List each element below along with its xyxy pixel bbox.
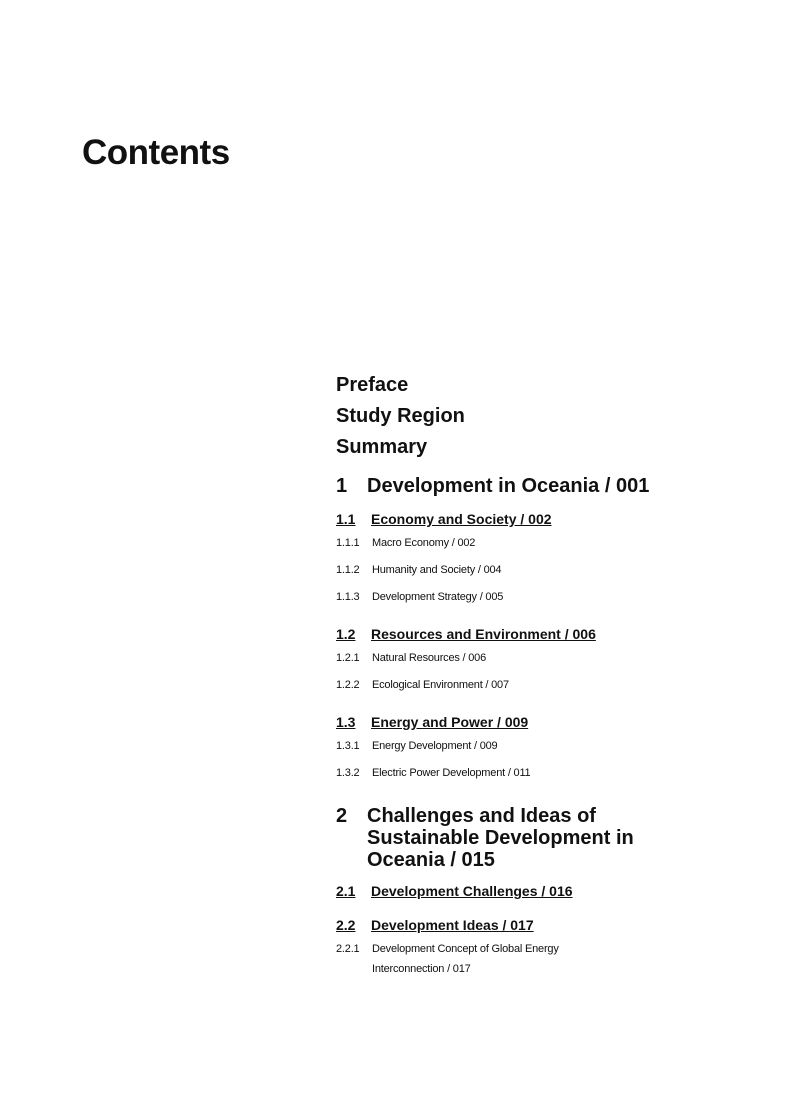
section-title: Resources and Environment / 006 xyxy=(371,626,596,642)
subsection-title: Ecological Environment / 007 xyxy=(372,679,509,691)
section-1-1-block xyxy=(336,497,776,529)
subsection-number: 1.3.2 xyxy=(336,767,360,779)
subsection-number: 1.1.1 xyxy=(336,537,360,549)
subsection-title: Development Concept of Global Energy Interconnection / 017 xyxy=(372,943,559,975)
subsection-number: 1.3.1 xyxy=(336,740,360,752)
section-2-2-block xyxy=(336,905,776,935)
section-1-3-block xyxy=(336,702,776,732)
chapter-1[interactable] xyxy=(336,475,776,497)
section-1-3[interactable] xyxy=(336,713,528,731)
subsection-1-3-2[interactable] xyxy=(336,763,776,783)
section-number: 1.2 xyxy=(336,626,356,642)
section-number: 1.3 xyxy=(336,714,356,730)
subsection-1-1-3[interactable] xyxy=(336,587,776,607)
subsection-title: Electric Power Development / 011 xyxy=(372,767,531,779)
subsection-2-2-1[interactable] xyxy=(336,939,776,979)
section-title: Development Challenges / 016 xyxy=(371,883,573,899)
subsection-number: 2.2.1 xyxy=(336,943,360,955)
section-number: 2.1 xyxy=(336,883,356,899)
section-title: Development Ideas / 017 xyxy=(371,917,534,933)
section-1-1[interactable] xyxy=(336,510,552,528)
section-2-1[interactable] xyxy=(336,882,573,900)
section-title: Energy and Power / 009 xyxy=(371,714,529,730)
chapter-number: 2 xyxy=(336,805,348,827)
chapter-number: 1 xyxy=(336,475,348,497)
toc-entry-summary[interactable]: Summary xyxy=(336,436,428,458)
section-1-2[interactable] xyxy=(336,625,596,643)
subsection-title: Humanity and Society / 004 xyxy=(372,564,502,576)
section-1-2-block xyxy=(336,614,776,644)
table-of-contents xyxy=(336,370,776,986)
subsection-number: 1.2.1 xyxy=(336,652,360,664)
subsection-title: Development Strategy / 005 xyxy=(372,591,504,603)
section-number: 2.2 xyxy=(336,917,356,933)
toc-entry-study-region[interactable]: Study Region xyxy=(336,405,465,427)
subsection-1-3-1[interactable] xyxy=(336,736,776,756)
subsection-1-1-2[interactable] xyxy=(336,560,776,580)
subsection-1-1-1[interactable] xyxy=(336,533,776,553)
subsection-title: Macro Economy / 002 xyxy=(372,537,476,549)
subsection-1-2-1[interactable] xyxy=(336,648,776,668)
chapter-title: Challenges and Ideas of Sustainable Development in Oceania / 015 xyxy=(367,805,634,871)
section-2-2[interactable] xyxy=(336,916,534,934)
subsection-number: 1.1.2 xyxy=(336,564,360,576)
toc-entry-preface[interactable]: Preface xyxy=(336,374,409,396)
chapter-2[interactable] xyxy=(336,805,776,871)
front-matter xyxy=(336,370,776,463)
subsection-title: Natural Resources / 006 xyxy=(372,652,487,664)
subsection-number: 1.1.3 xyxy=(336,591,360,603)
subsection-number: 1.2.2 xyxy=(336,679,360,691)
chapter-title: Development in Oceania / 001 xyxy=(367,475,650,497)
subsection-1-2-2[interactable] xyxy=(336,675,776,695)
subsection-title: Energy Development / 009 xyxy=(372,740,498,752)
section-2-1-block xyxy=(336,871,776,901)
page-title: Contents xyxy=(82,133,230,172)
section-number: 1.1 xyxy=(336,511,356,527)
section-title: Economy and Society / 002 xyxy=(371,511,552,527)
